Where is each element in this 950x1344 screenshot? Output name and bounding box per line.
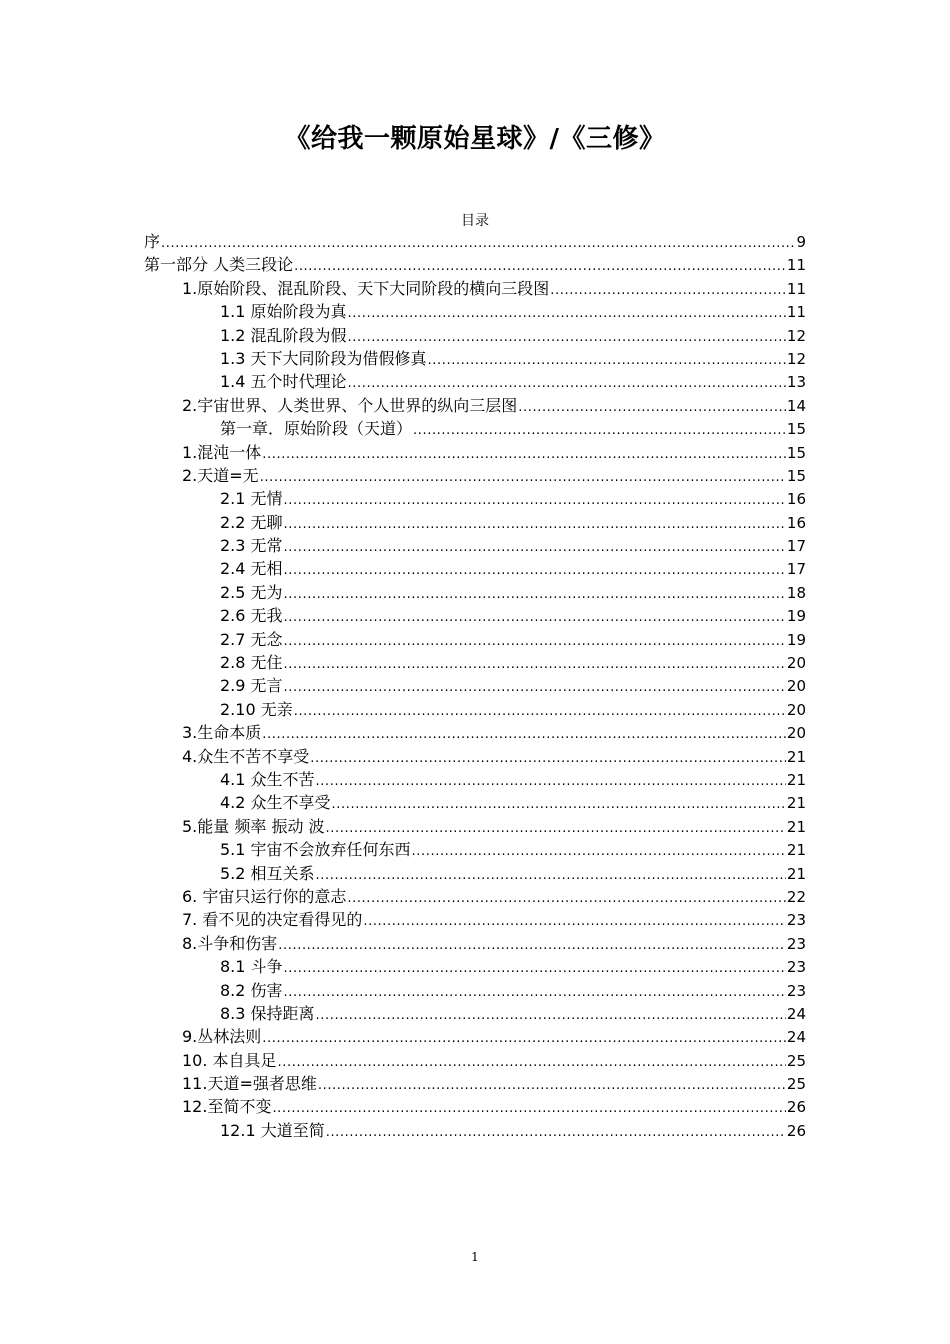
dot-leader — [262, 723, 786, 744]
toc-entry-label: 8.2 伤害 — [220, 980, 283, 1000]
toc-entry[interactable] — [144, 253, 806, 276]
dot-leader — [316, 770, 786, 791]
toc-entry-label: 2.9 无言 — [220, 676, 283, 696]
dot-leader — [284, 536, 786, 557]
dot-leader — [412, 840, 786, 861]
toc-entry[interactable] — [144, 511, 806, 534]
toc-entry-page: 21 — [786, 794, 806, 813]
dot-leader — [348, 302, 786, 323]
toc-entry-page: 24 — [786, 1028, 806, 1047]
toc-entry[interactable] — [144, 1119, 806, 1142]
toc-entry-label: 8.斗争和伤害 — [182, 933, 278, 953]
toc-heading: 目录 — [461, 213, 489, 229]
table-of-contents — [144, 230, 806, 1142]
toc-entry-label: 8.1 斗争 — [220, 957, 283, 977]
toc-entry-label: 1.3 天下大同阶段为借假修真 — [220, 348, 427, 368]
toc-entry-label: 4.1 众生不苦 — [220, 769, 315, 789]
toc-entry[interactable] — [144, 324, 806, 347]
toc-entry[interactable] — [144, 862, 806, 885]
toc-entry[interactable] — [144, 932, 806, 955]
toc-entry[interactable] — [144, 394, 806, 417]
toc-entry[interactable] — [144, 534, 806, 557]
toc-entry-label: 2.天道=无 — [182, 465, 259, 485]
toc-entry-page: 23 — [786, 981, 806, 1000]
toc-entry-page: 17 — [786, 537, 806, 556]
toc-entry-page: 16 — [786, 490, 806, 509]
dot-leader — [310, 747, 786, 768]
toc-entry-label: 1.2 混乱阶段为假 — [220, 325, 347, 345]
dot-leader — [284, 957, 786, 978]
toc-entry-page: 11 — [786, 256, 806, 275]
toc-entry-page: 19 — [786, 607, 806, 626]
toc-entry-label: 11.天道=强者思维 — [182, 1074, 317, 1094]
toc-entry-page: 24 — [786, 1004, 806, 1023]
dot-leader — [278, 1051, 786, 1072]
toc-entry-page: 12 — [786, 349, 806, 368]
page-number: 1 — [471, 1250, 479, 1264]
toc-entry-label: 5.1 宇宙不会放弃任何东西 — [220, 840, 411, 860]
toc-entry-page: 16 — [786, 513, 806, 532]
toc-entry-label: 9.丛林法则 — [182, 1027, 262, 1047]
toc-entry[interactable] — [144, 674, 806, 697]
toc-entry-label: 12.1 大道至简 — [220, 1120, 325, 1140]
dot-leader — [428, 349, 786, 370]
toc-entry[interactable] — [144, 698, 806, 721]
toc-entry-page: 15 — [786, 420, 806, 439]
toc-entry-label: 5.能量 频率 振动 波 — [182, 816, 325, 836]
toc-entry[interactable] — [144, 557, 806, 580]
toc-entry[interactable] — [144, 417, 806, 440]
toc-entry[interactable] — [144, 370, 806, 393]
toc-entry[interactable] — [144, 721, 806, 744]
dot-leader — [272, 1097, 785, 1118]
toc-entry-page: 15 — [786, 443, 806, 462]
toc-entry-page: 21 — [786, 770, 806, 789]
toc-entry-page: 21 — [786, 864, 806, 883]
dot-leader — [316, 864, 786, 885]
toc-entry-page: 26 — [786, 1098, 806, 1117]
toc-entry[interactable] — [144, 1049, 806, 1072]
toc-entry-page: 17 — [786, 560, 806, 579]
toc-entry-label: 4.众生不苦不享受 — [182, 746, 310, 766]
dot-leader — [284, 630, 786, 651]
toc-entry-page: 21 — [786, 817, 806, 836]
dot-leader — [363, 910, 786, 931]
toc-entry[interactable] — [144, 1095, 806, 1118]
toc-entry[interactable] — [144, 791, 806, 814]
toc-entry-page: 13 — [786, 373, 806, 392]
dot-leader — [332, 793, 786, 814]
toc-entry-page: 11 — [786, 279, 806, 298]
toc-entry-label: 10. 本自具足 — [182, 1050, 277, 1070]
toc-entry-label: 12.至简不变 — [182, 1097, 272, 1117]
toc-entry-page: 21 — [786, 841, 806, 860]
dot-leader — [284, 981, 786, 1002]
dot-leader — [326, 817, 786, 838]
toc-entry[interactable] — [144, 581, 806, 604]
toc-entry[interactable] — [144, 838, 806, 861]
toc-entry-label: 1.原始阶段、混乱阶段、天下大同阶段的横向三段图 — [182, 278, 550, 298]
toc-entry-page: 11 — [786, 303, 806, 322]
dot-leader — [284, 489, 786, 510]
dot-leader — [518, 396, 786, 417]
toc-entry-label: 2.8 无住 — [220, 653, 283, 673]
toc-entry[interactable] — [144, 955, 806, 978]
toc-entry-page: 20 — [786, 677, 806, 696]
dot-leader — [284, 583, 786, 604]
toc-entry-page: 15 — [786, 466, 806, 485]
toc-entry-label: 第一部分 人类三段论 — [144, 255, 294, 275]
dot-leader — [284, 676, 786, 697]
dot-leader — [284, 653, 786, 674]
toc-entry[interactable] — [144, 277, 806, 300]
toc-entry-page: 20 — [786, 700, 806, 719]
toc-entry[interactable] — [144, 1002, 806, 1025]
toc-entry[interactable] — [144, 768, 806, 791]
toc-entry[interactable] — [144, 347, 806, 370]
document-title: 《给我一颗原始星球》/《三修》 — [284, 124, 666, 154]
dot-leader — [284, 513, 786, 534]
toc-entry-label: 7. 看不见的决定看得见的 — [182, 910, 363, 930]
toc-entry-label: 2.6 无我 — [220, 606, 283, 626]
dot-leader — [318, 1074, 786, 1095]
toc-entry-label: 1.4 五个时代理论 — [220, 372, 347, 392]
toc-entry-label: 8.3 保持距离 — [220, 1003, 315, 1023]
toc-entry-label: 2.5 无为 — [220, 582, 283, 602]
toc-entry[interactable] — [144, 487, 806, 510]
dot-leader — [284, 559, 786, 580]
toc-entry-page: 25 — [786, 1051, 806, 1070]
toc-entry-page: 19 — [786, 630, 806, 649]
toc-entry-page: 23 — [786, 958, 806, 977]
toc-entry-page: 20 — [786, 724, 806, 743]
dot-leader — [262, 1027, 786, 1048]
toc-entry-page: 21 — [786, 747, 806, 766]
toc-entry[interactable] — [144, 464, 806, 487]
toc-entry-page: 9 — [796, 233, 806, 251]
toc-entry-label: 1.混沌一体 — [182, 442, 262, 462]
dot-leader — [294, 255, 786, 276]
toc-entry[interactable] — [144, 1072, 806, 1095]
toc-entry-label: 2.3 无常 — [220, 536, 283, 556]
toc-entry-label: 2.7 无念 — [220, 629, 283, 649]
toc-entry-label: 1.1 原始阶段为真 — [220, 302, 347, 322]
toc-entry[interactable] — [144, 230, 806, 253]
dot-leader — [294, 700, 786, 721]
toc-entry-label: 第一章．原始阶段（天道） — [220, 419, 413, 439]
toc-entry-label: 2.2 无聊 — [220, 512, 283, 532]
toc-entry-label: 2.10 无亲 — [220, 699, 293, 719]
dot-leader — [326, 1121, 786, 1142]
dot-leader — [284, 606, 786, 627]
toc-entry-page: 12 — [786, 326, 806, 345]
toc-entry-label: 序 — [144, 232, 161, 251]
dot-leader — [347, 887, 786, 908]
toc-entry[interactable] — [144, 815, 806, 838]
dot-leader — [161, 232, 795, 253]
dot-leader — [278, 934, 786, 955]
toc-entry-label: 4.2 众生不享受 — [220, 793, 331, 813]
dot-leader — [260, 466, 786, 487]
toc-entry-page: 14 — [786, 396, 806, 415]
dot-leader — [413, 419, 786, 440]
toc-entry-page: 20 — [786, 654, 806, 673]
dot-leader — [262, 443, 786, 464]
toc-entry[interactable] — [144, 651, 806, 674]
dot-leader — [348, 326, 786, 347]
toc-entry-label: 2.宇宙世界、人类世界、个人世界的纵向三层图 — [182, 395, 518, 415]
dot-leader — [348, 372, 786, 393]
toc-entry[interactable] — [144, 745, 806, 768]
toc-entry[interactable] — [144, 1025, 806, 1048]
toc-entry-page: 26 — [786, 1121, 806, 1140]
toc-entry-page: 23 — [786, 934, 806, 953]
dot-leader — [550, 279, 786, 300]
toc-entry-label: 2.4 无相 — [220, 559, 283, 579]
toc-entry[interactable] — [144, 441, 806, 464]
toc-entry-label: 5.2 相互关系 — [220, 863, 315, 883]
toc-entry[interactable] — [144, 979, 806, 1002]
toc-entry-page: 23 — [786, 911, 806, 930]
toc-entry[interactable] — [144, 885, 806, 908]
toc-entry[interactable] — [144, 628, 806, 651]
toc-entry-page: 25 — [786, 1075, 806, 1094]
toc-entry[interactable] — [144, 908, 806, 931]
toc-entry-page: 22 — [786, 887, 806, 906]
toc-entry-label: 3.生命本质 — [182, 723, 262, 743]
toc-entry-page: 18 — [786, 583, 806, 602]
toc-entry-label: 6. 宇宙只运行你的意志 — [182, 886, 347, 906]
toc-entry-label: 2.1 无情 — [220, 489, 283, 509]
toc-entry[interactable] — [144, 300, 806, 323]
dot-leader — [316, 1004, 786, 1025]
toc-entry[interactable] — [144, 604, 806, 627]
